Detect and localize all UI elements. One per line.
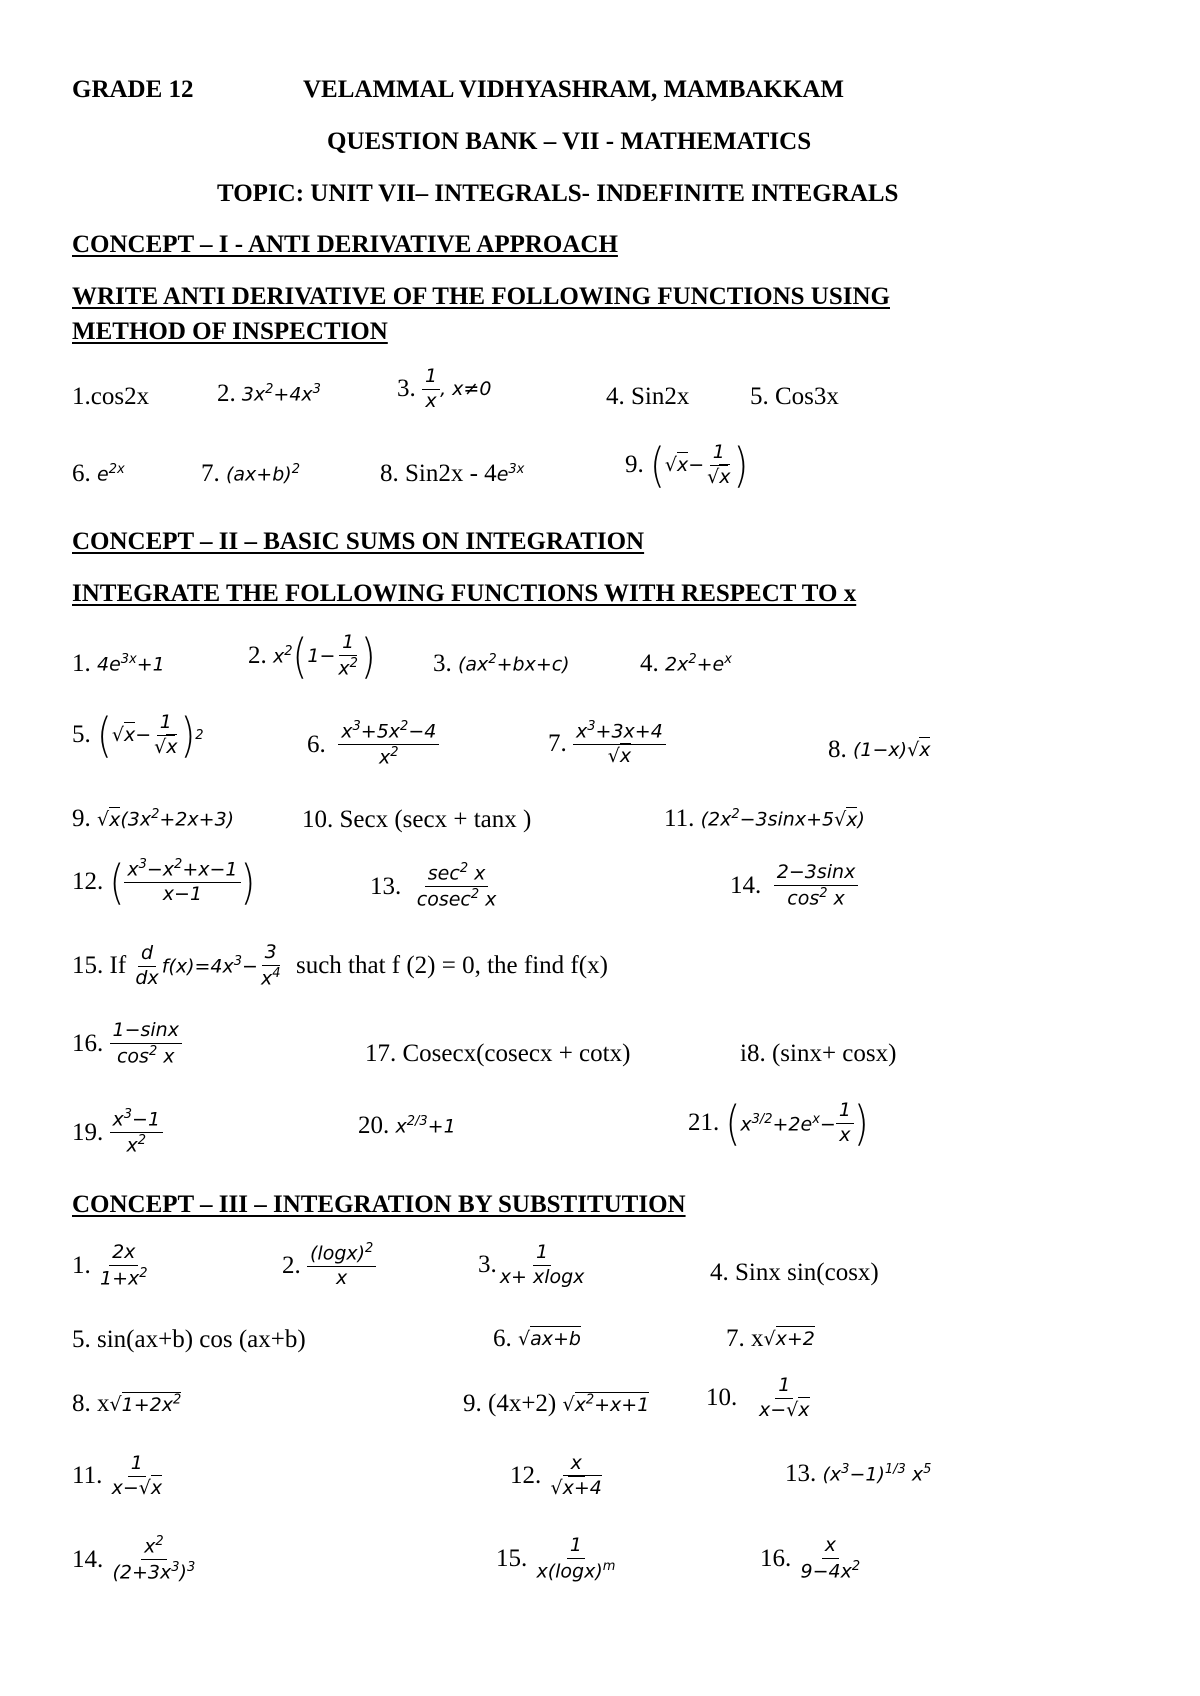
c2-item-12: 12. ( $\frac{x^3-x^2+x-1}{x-1}$ ) xyxy=(72,854,256,910)
c3-item-8: 8. x $√1+2x^2$ xyxy=(72,1390,182,1417)
c2-item-3: 3. $(ax^2+bx+c)$ xyxy=(433,650,570,677)
c2-item-6: 6. $\frac{x^3+5x^2-4}{x^2}$ xyxy=(307,720,439,769)
c2-item-13: 13. $\frac{\sec^2 x}{cosec^2 x}$ xyxy=(370,861,497,911)
c2-item-18: i8. (sinx+ cosx) xyxy=(740,1040,897,1067)
c2-item-19: 19. $\frac{x^3-1}{x^2}$ xyxy=(72,1108,163,1157)
c1-item-6: 6. $e^{2x}$ xyxy=(72,460,125,487)
c2-item-5: 5. ( √x− $\frac{1}{√x}$ ) 2 xyxy=(72,707,204,763)
c3-item-7: 7. x √x+2 xyxy=(726,1325,815,1352)
c3-item-5: 5. sin(ax+b) cos (ax+b) xyxy=(72,1326,306,1353)
c1-item-9: 9. ( √x− $\frac{1}{√x}$ ) xyxy=(625,437,749,493)
c1-item-3: 3. $\frac{1}{x}$ , x≠0 xyxy=(397,365,492,412)
c1-item-4: 4. Sin2x xyxy=(606,383,690,410)
c3-item-4: 4. Sinx sin(cosx) xyxy=(710,1259,879,1286)
c1-item-5: 5. Cos3x xyxy=(750,383,839,410)
c1-item-1: 1.cos2x xyxy=(72,383,150,410)
c2-item-17: 17. Cosecx(cosecx + cotx) xyxy=(365,1040,631,1067)
c3-item-13: 13. $(x^3-1)^{1/3}$ $x^5$ xyxy=(785,1460,932,1487)
school-name: VELAMMAL VIDHYASHRAM, MAMBAKKAM xyxy=(303,76,844,103)
c2-item-10: 10. Secx (secx + tanx ) xyxy=(302,806,532,833)
c2-item-7: 7. $\frac{x^3+3x+4}{√x}$ xyxy=(548,720,666,768)
c3-item-14: 14. $\frac{x^2}{(2+3x^3)^3}$ xyxy=(72,1534,196,1584)
c2-item-14: 14. $\frac{2-3\sin x}{\cos^2 x}$ xyxy=(730,862,858,910)
c2-item-8: 8. (1−x)√x xyxy=(828,736,931,763)
c2-item-15: 15. If $\frac{d}{dx}$ $f(x)=4x^3-$ $\frac{3}{x^4}$ such that f (2) = 0, the find f(x) xyxy=(72,941,608,990)
concept-1-title: CONCEPT – I - ANTI DERIVATIVE APPROACH xyxy=(72,231,618,258)
topic-heading: TOPIC: UNIT VII– INTEGRALS- INDEFINITE INTEGRALS xyxy=(217,180,899,207)
c3-item-6: 6. √ax+b xyxy=(493,1325,581,1352)
c2-item-1: 1. $4e^{3x}+1$ xyxy=(72,650,165,677)
concept-1-instruction-2: METHOD OF INSPECTION xyxy=(72,318,388,345)
page-subtitle: QUESTION BANK – VII - MATHEMATICS xyxy=(327,128,812,155)
c3-item-1: 1. $\frac{2x}{1+x^2}$ xyxy=(72,1241,148,1290)
c3-item-12: 12. $\frac{x}{√x+4}$ xyxy=(510,1452,602,1499)
concept-3-title: CONCEPT – III – INTEGRATION BY SUBSTITUTION xyxy=(72,1191,686,1218)
c3-item-3: 3. $\frac{1}{x+ xlogx}$ xyxy=(478,1241,585,1288)
c3-item-2: 2. $\frac{(\log x)^2}{x}$ xyxy=(282,1242,376,1290)
concept-2-instruction: INTEGRATE THE FOLLOWING FUNCTIONS WITH RESPECT TO x xyxy=(72,580,857,607)
c1-item-8: 8. Sin2x - 4 $e^{3x}$ xyxy=(380,460,525,487)
c2-item-9: 9. $√x(3x^2+2x+3)$ xyxy=(72,805,235,832)
c2-item-2: 2. $x^2$ ( 1− $\frac{1}{x^2}$ ) xyxy=(248,628,376,684)
c2-item-20: 20. $x^{2/3}+1$ xyxy=(358,1112,456,1139)
c3-item-10: 10. $\frac{1}{x-√x}$ xyxy=(706,1374,810,1421)
c2-item-16: 16. $\frac{1-\sin x}{\cos^2 x}$ xyxy=(72,1020,182,1068)
grade-label: GRADE 12 xyxy=(72,76,194,103)
c2-item-4: 4. $2x^2+e^x$ xyxy=(640,650,732,677)
c3-item-15: 15. $\frac{1}{x(\log x)^m}$ xyxy=(496,1534,616,1583)
c3-item-11: 11. $\frac{1}{x-√x}$ xyxy=(72,1452,163,1499)
c1-item-2: 2. $3x^2+4x^3$ xyxy=(217,380,321,407)
c2-item-21: 21. ( $x^{3/2}+2e^x-$ $\frac{1}{x}$ ) xyxy=(688,1095,869,1151)
concept-1-instruction: WRITE ANTI DERIVATIVE OF THE FOLLOWING FUNCTIONS USING xyxy=(72,283,890,310)
c3-item-9: 9. (4x+2) $√x^2+x+1$ xyxy=(463,1390,650,1417)
concept-2-title: CONCEPT – II – BASIC SUMS ON INTEGRATION xyxy=(72,528,645,555)
c1-item-7: 7. $(ax+b)^2$ xyxy=(201,460,300,487)
c2-item-11: 11. $(2x^2-3\sin x+5√x)$ xyxy=(664,805,865,832)
c3-item-16: 16. $\frac{x}{9-4x^2}$ xyxy=(760,1534,861,1583)
